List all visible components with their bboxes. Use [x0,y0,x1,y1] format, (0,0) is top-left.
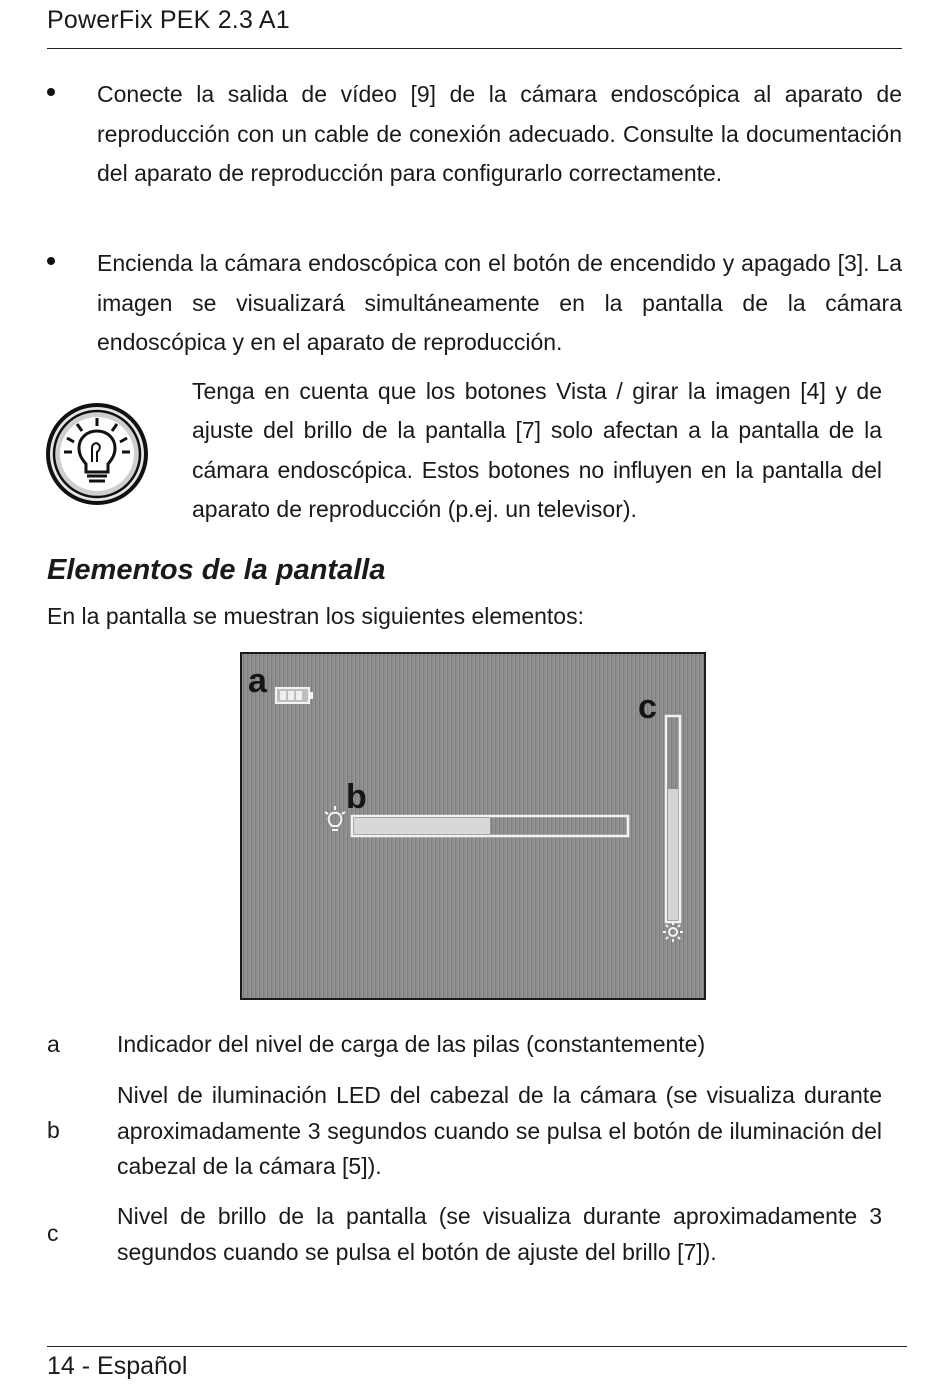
led-bulb-icon [325,806,345,830]
bullet-item [47,244,902,363]
legend-desc-c: Nivel de brillo de la pantalla (se visualiza durante aproximadamente 3 segundos cuando se pulsa el botón de ajuste del brillo [7]). [117,1203,882,1265]
page-footer: 14 - Español [47,1352,188,1380]
header-divider [47,48,902,49]
bullet-text: Encienda la cámara endoscópica con el botón de encendido y apagado [3]. La imagen se visualizará simultáneamente en la pantalla de la cámara endoscópica y en el aparato de reproducción. [97,250,902,355]
bullet-dot-icon [47,257,55,265]
section-intro: En la pantalla se muestran los siguientes elementos: [47,603,584,629]
bullet-text: Conecte la salida de vídeo [9] de la cámara endoscópica al aparato de reproducción con un cable de conexión adecuado. Consulte la documentación del aparato de reproducción para configurarlo correctamente. [97,81,902,186]
led-level-fill [354,818,490,834]
footer-divider [47,1346,907,1347]
legend-desc-a: Indicador del nivel de carga de las pilas (constantemente) [117,1031,706,1057]
battery-icon [276,688,313,703]
label-b: b [346,778,367,816]
section-title: Elementos de la pantalla [47,554,386,586]
brightness-level-fill [668,789,678,920]
legend-key-b: b [47,1117,60,1143]
bullet-dot-icon [47,88,55,96]
lightbulb-icon [45,402,149,506]
legend-desc-b: Nivel de iluminación LED del cabezal de la cámara (se visualiza durante aproximadamente 3 segundos cuando se pulsa el botón de iluminación del cabezal de la cámara [5]). [117,1082,882,1179]
brightness-sun-icon [663,922,683,942]
page-header: PowerFix PEK 2.3 A1 [47,6,290,34]
bullet-item [47,75,902,194]
note-text: Tenga en cuenta que los botones Vista / girar la imagen [4] y de ajuste del brillo de la pantalla [7] solo afectan a la pantalla de la cámara endoscópica. Estos botones no influyen en la pantalla del aparato de reproducción (p.ej. un televisor). [192,378,882,522]
legend-key-c: c [47,1220,59,1246]
label-a: a [248,662,267,700]
label-c: c [638,688,657,726]
display-illustration [240,652,706,1000]
legend-key-a: a [47,1031,60,1057]
